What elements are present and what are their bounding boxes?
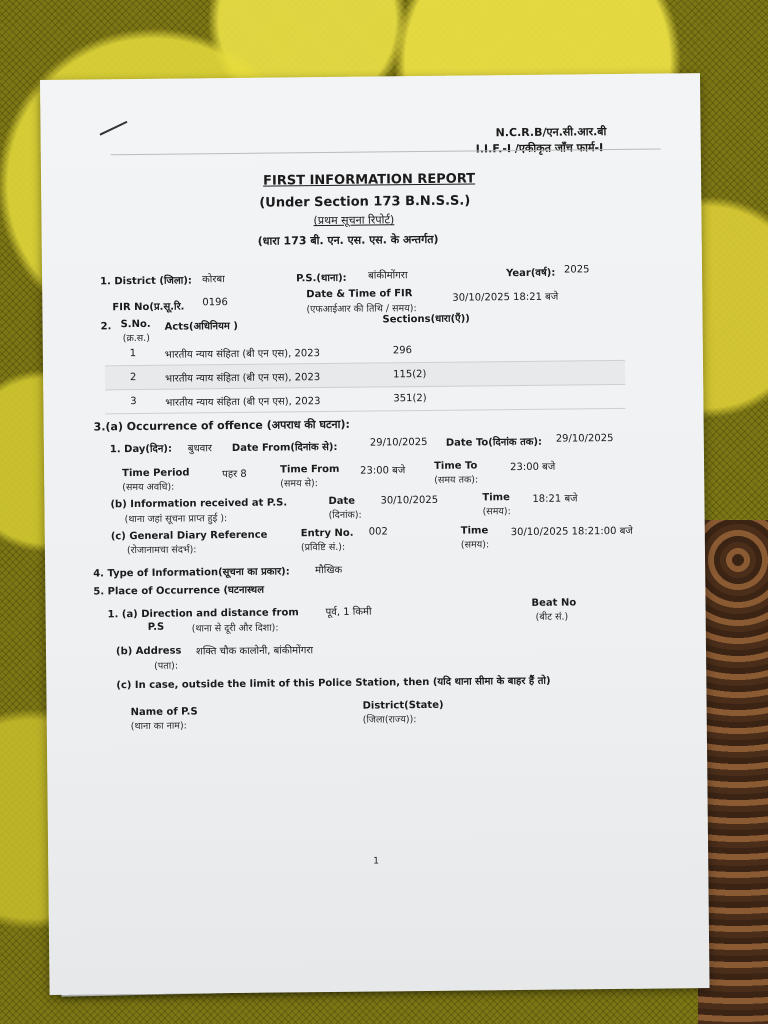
ps-value: बांकीमोंगरा <box>368 270 408 282</box>
entry-no-value: 002 <box>368 526 388 538</box>
year-value: 2025 <box>563 264 590 276</box>
document-subtitle-hindi: (धारा 173 बी. एन. एस. एस. के अन्तर्गत) <box>257 232 439 248</box>
gd-time-value: 30/10/2025 18:21:00 बजे <box>510 525 633 539</box>
info-date-label-hindi: (दिनांक): <box>328 509 362 522</box>
iif-label: I.I.F.-I /एकीकृत जाँच फार्म-I <box>475 141 604 156</box>
info-time-value: 18:21 बजे <box>532 493 578 505</box>
info-date-value: 30/10/2025 <box>380 494 439 507</box>
col-sections-header: Sections(धारा(एँ)) <box>382 313 470 326</box>
place-heading: 5. Place of Occurrence (घटनास्थल <box>93 584 265 598</box>
fir-date-label: Date & Time of FIR <box>306 288 413 301</box>
row-sno: 3 <box>105 389 161 414</box>
row-section: 115(2) <box>389 360 625 386</box>
date-to-value: 29/10/2025 <box>555 433 614 445</box>
fir-date-label-hindi: (एफआईआर की तिथि / समय): <box>306 303 417 316</box>
time-from-value: 23:00 बजे <box>360 465 406 477</box>
address-label: (b) Address <box>115 645 182 658</box>
time-to-value: 23:00 बजे <box>510 461 556 474</box>
gd-reference-label-hindi: (रोजानामचा संदर्भ): <box>126 544 197 557</box>
occurrence-heading: 3.(a) Occurrence of offence (अपराध की घटना): <box>93 417 350 434</box>
info-time-label: Time <box>482 492 510 504</box>
time-period-label: Time Period <box>122 467 190 480</box>
gd-time-label: Time <box>460 525 489 537</box>
beat-no-label-hindi: (बीट सं.) <box>535 611 569 623</box>
row-act: भारतीय न्याय संहिता (बी एन एस), 2023 <box>161 363 389 389</box>
document-subtitle: (Under Section 173 B.N.S.S.) <box>259 193 471 211</box>
district-label: 1. District (जिला): <box>100 275 192 288</box>
direction-label-hindi: (थाना से दूरी और दिशा): <box>191 622 279 635</box>
time-from-label-hindi: (समय से): <box>280 478 318 490</box>
fir-no-label: FIR No(प्र.सू.रि. <box>112 301 185 314</box>
row-section: 351(2) <box>389 384 625 410</box>
entry-no-label: Entry No. <box>300 527 354 540</box>
time-period-value: पहर 8 <box>222 468 247 481</box>
document-title-hindi: (प्रथम सूचना रिपोर्ट) <box>313 213 395 228</box>
row-act: भारतीय न्याय संहिता (बी एन एस), 2023 <box>161 387 389 413</box>
gd-reference-label: (c) General Diary Reference <box>110 529 268 543</box>
direction-label: 1. (a) Direction and distance from <box>107 607 299 621</box>
district-state-label-hindi: (जिला(राज्य)): <box>362 714 417 726</box>
time-to-label-hindi: (समय तक): <box>434 474 479 486</box>
row-section: 296 <box>389 337 625 363</box>
direction-ps-label: P.S <box>147 621 165 633</box>
date-from-value: 29/10/2025 <box>369 436 428 449</box>
acts-table <box>105 337 626 414</box>
day-value: बुधवार <box>187 443 213 455</box>
info-received-label-hindi: (थाना जहां सूचना प्राप्त हुई ): <box>124 513 228 526</box>
day-label: 1. Day(दिन): <box>109 443 173 456</box>
district-value: कोरबा <box>202 274 225 286</box>
ps-name-label: Name of P.S <box>130 706 198 719</box>
time-to-label: Time To <box>434 460 478 472</box>
address-label-hindi: (पता): <box>154 660 179 672</box>
date-from-label: Date From(दिनांक से): <box>231 441 338 455</box>
col-sno-header: S.No. <box>120 318 151 331</box>
row-act: भारतीय न्याय संहिता (बी एन एस), 2023 <box>161 339 389 365</box>
ncrb-label: N.C.R.B/एन.सी.आर.बी <box>495 125 607 140</box>
gd-time-label-hindi: (समय): <box>460 539 490 551</box>
ps-label: P.S.(थाना): <box>296 272 347 285</box>
row-sno: 1 <box>105 342 161 366</box>
fir-no-value: 0196 <box>202 297 228 309</box>
ps-name-label-hindi: (थाना का नाम): <box>130 720 187 733</box>
district-state-label: District(State) <box>362 699 444 712</box>
page-number: 1 <box>373 856 379 867</box>
beat-no-label: Beat No <box>531 597 577 609</box>
col-sno-header-hindi: (क्र.स.) <box>122 332 150 345</box>
year-label: Year(वर्ष): <box>505 267 556 280</box>
info-type-value: मौखिक <box>315 564 343 577</box>
fir-document <box>40 73 710 995</box>
time-period-label-hindi: (समय अवधि): <box>122 481 175 494</box>
outside-limit-label: (c) In case, outside the limit of this Police Station, then (यदि थाना सीमा के बाहर हैं तो) <box>116 675 551 692</box>
info-time-label-hindi: (समय): <box>482 506 511 518</box>
fir-date-value: 30/10/2025 18:21 बजे <box>452 291 559 304</box>
info-date-label: Date <box>328 495 356 508</box>
table-row <box>105 384 625 413</box>
entry-no-label-hindi: (प्रविष्टि सं.): <box>300 541 346 554</box>
row-sno: 2 <box>105 365 161 390</box>
info-received-label: (b) Information received at P.S. <box>110 497 288 511</box>
acts-item-number: 2. <box>100 321 112 333</box>
col-acts-header: Acts(अधिनियम ) <box>164 320 238 333</box>
document-title: FIRST INFORMATION REPORT <box>262 171 476 189</box>
info-type-label: 4. Type of Information(सूचना का प्रकार): <box>93 566 290 580</box>
pen-mark <box>100 121 128 136</box>
direction-value: पूर्व, 1 किमी <box>325 606 372 619</box>
address-value: शक्ति चौक कालोनी, बांकीमाेंगरा <box>195 645 314 658</box>
time-from-label: Time From <box>280 463 340 476</box>
date-to-label: Date To(दिनांक तक): <box>445 436 543 449</box>
